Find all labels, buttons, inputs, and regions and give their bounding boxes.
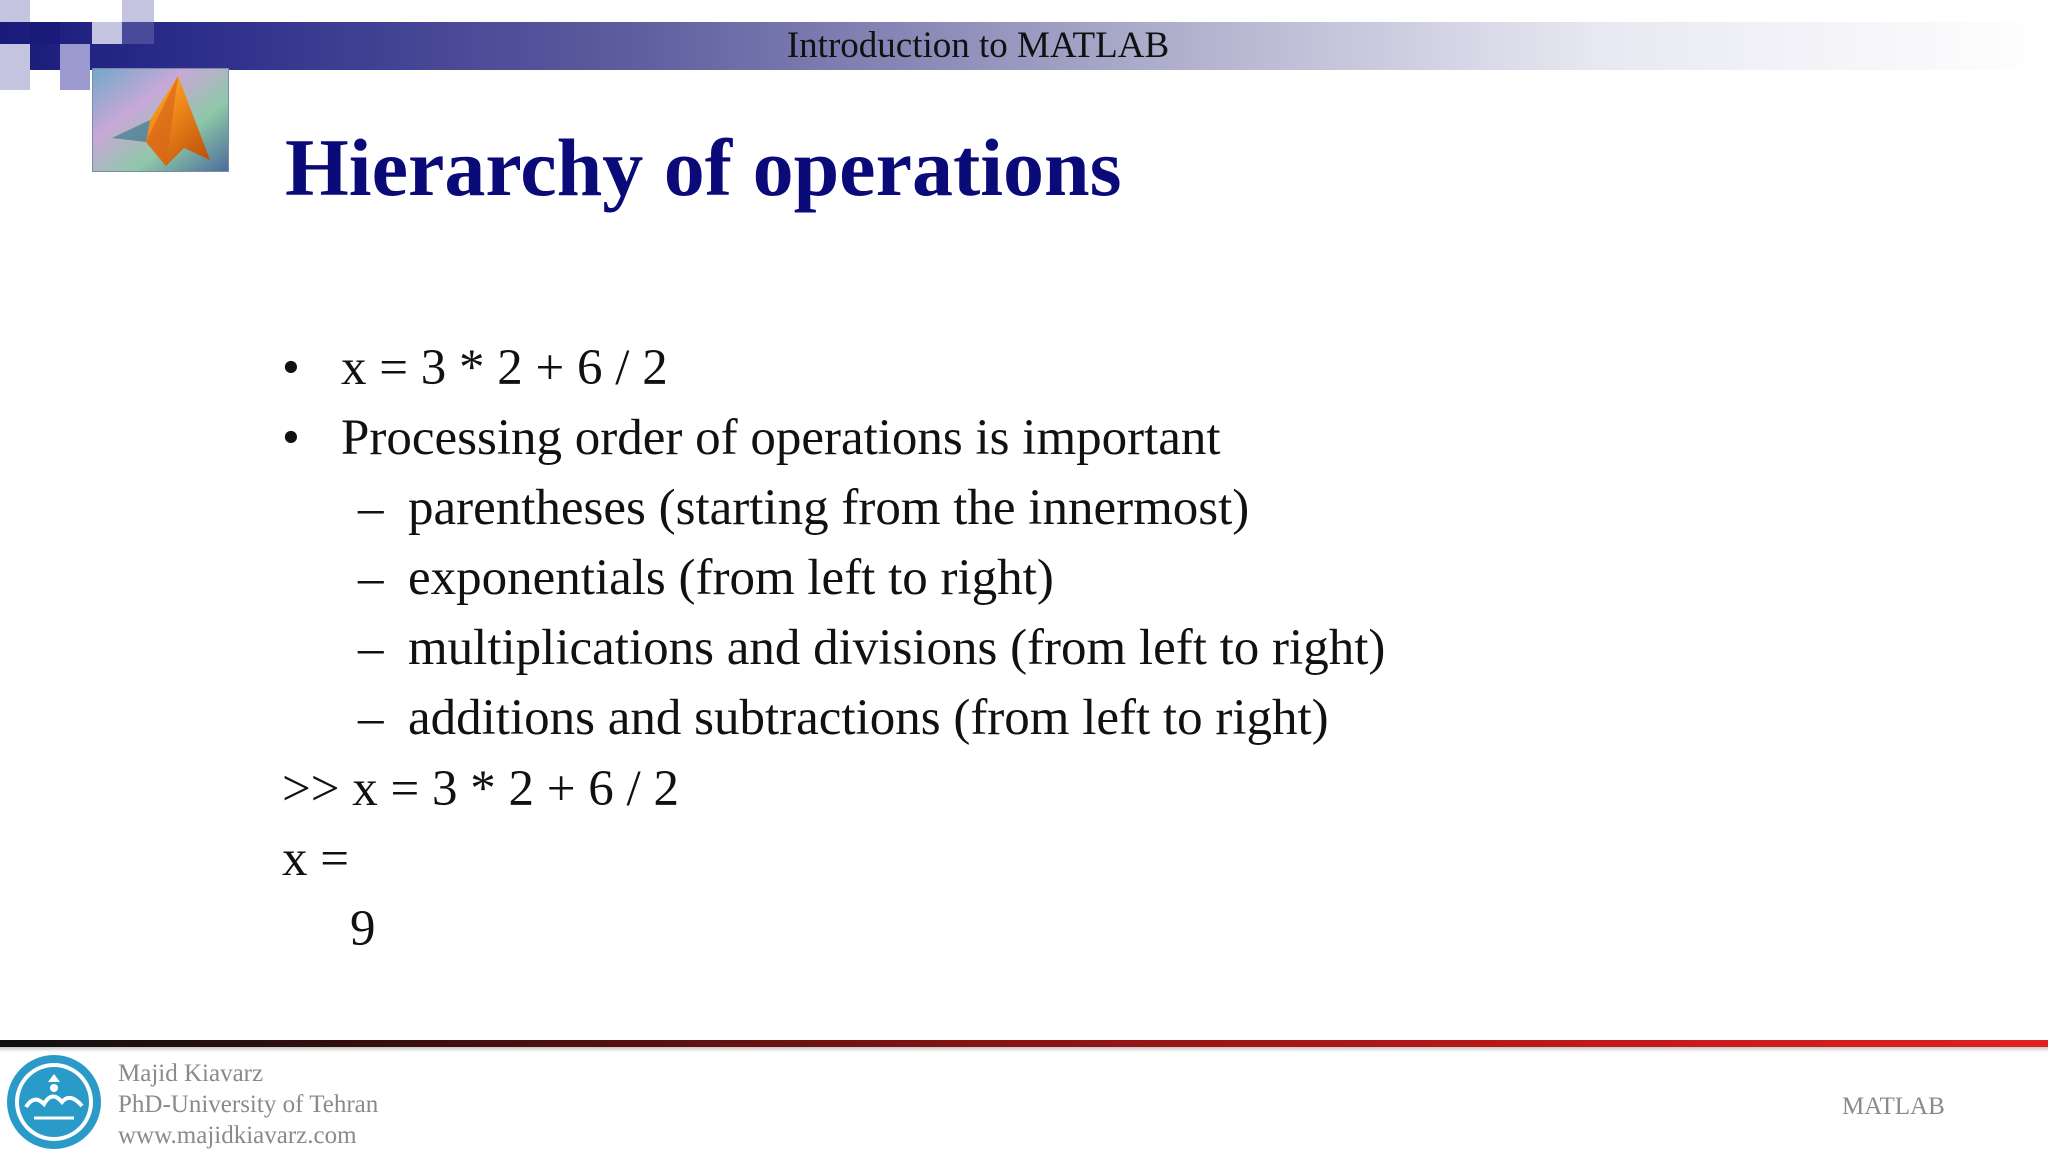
- sub-item-marker: –: [358, 550, 384, 606]
- header-title: Introduction to MATLAB: [786, 25, 1170, 66]
- sub-item-text: exponentials (from left to right): [408, 550, 1054, 606]
- matlab-logo-icon: [92, 68, 229, 172]
- footer-right-label: MATLAB: [1842, 1093, 1945, 1120]
- sub-item-text: additions and subtractions (from left to right): [408, 690, 1329, 746]
- footer-affiliation: PhD-University of Tehran: [118, 1091, 379, 1118]
- footer-rule-shadow: [0, 1047, 2048, 1052]
- console-command: >> x = 3 * 2 + 6 / 2: [282, 761, 679, 817]
- header-decor-square: [122, 0, 154, 22]
- sub-item-marker: –: [358, 480, 384, 536]
- sub-item-marker: –: [358, 690, 384, 746]
- console-result-label: x =: [282, 831, 350, 887]
- sub-item-text: multiplications and divisions (from left to right): [408, 620, 1386, 676]
- sub-item-text: parentheses (starting from the innermost): [408, 480, 1250, 536]
- footer-rule: [0, 1040, 2048, 1047]
- bullet-text: x = 3 * 2 + 6 / 2: [341, 340, 668, 396]
- sub-item-marker: –: [358, 620, 384, 676]
- bullet-marker: •: [282, 410, 300, 466]
- slide-title: Hierarchy of operations: [285, 122, 1122, 213]
- bullet-marker: •: [282, 340, 300, 396]
- university-of-tehran-seal-icon: [4, 1052, 104, 1152]
- bullet-text: Processing order of operations is important: [341, 410, 1221, 466]
- header-decor-square: [0, 0, 30, 22]
- footer-author: Majid Kiavarz: [118, 1060, 264, 1087]
- console-result-value: 9: [350, 901, 376, 957]
- footer-website[interactable]: www.majidkiavarz.com: [118, 1122, 357, 1149]
